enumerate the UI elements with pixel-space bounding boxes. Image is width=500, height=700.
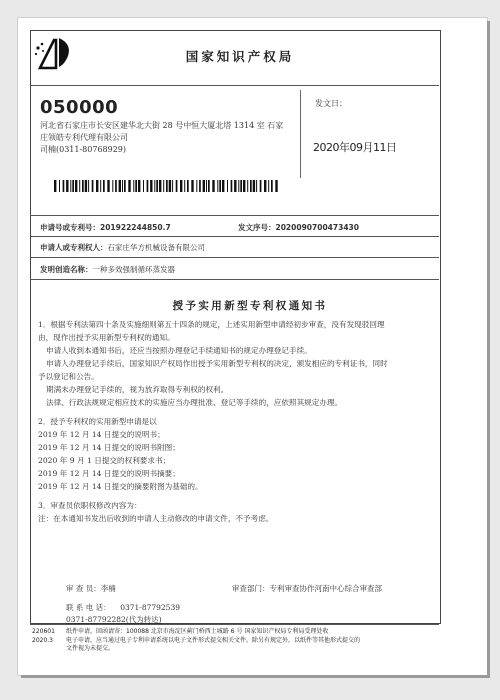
examination-dept: [232, 583, 382, 594]
footnote-divider: [30, 624, 439, 625]
barcode-bar: [275, 180, 277, 192]
serial-number: [238, 222, 359, 233]
barcode-bar: [234, 180, 236, 192]
paragraph: 法律、行政法规规定相应技术的实施应当办理批准、登记等手续的，应依照其规定办理。: [46, 398, 343, 407]
form-version: 2020.3: [32, 636, 53, 644]
serial-number-label: 发文序号：: [238, 223, 276, 232]
barcode-bar: [219, 180, 221, 192]
recipient-contact: 司楠(0311-80768929): [40, 145, 127, 154]
barcode: [54, 180, 280, 192]
dept-value: 专利审查协作河南中心综合审查部: [269, 584, 382, 593]
barcode-bar: [143, 180, 144, 192]
barcode-bar: [72, 180, 74, 192]
paragraph: 申请人办理登记手续后，国家知识产权局作出授予实用新型专利权的决定，颁发相应的专利证书，同时: [46, 359, 388, 368]
barcode-bar: [243, 180, 245, 192]
barcode-bar: [253, 180, 255, 192]
barcode-bar: [59, 180, 60, 192]
barcode-bar: [169, 180, 171, 192]
contact-phone: [66, 602, 180, 613]
application-number-value: 201922244850.7: [100, 223, 171, 232]
section-title: 2．授予专利权的实用新型申请是以: [38, 417, 157, 426]
barcode-bar: [119, 180, 121, 192]
barcode-bar: [250, 180, 252, 192]
notice-body: [38, 318, 436, 525]
barcode-bar: [79, 180, 80, 192]
barcode-bar: [150, 180, 152, 192]
application-number: [40, 222, 171, 233]
paragraph: 由，现作出授予实用新型专利权的通知。: [38, 333, 175, 342]
paragraph: 申请人收到本通知书后，还应当按照办理登记手续通知书的规定办理登记手续。: [46, 346, 312, 355]
serial-number-value: 2020090700473430: [275, 223, 359, 232]
barcode-bar: [103, 180, 105, 192]
header-divider: [30, 85, 439, 86]
applicant: [40, 242, 205, 253]
dispatch-date-box: [300, 90, 440, 178]
barcode-bar: [122, 180, 123, 192]
meta-divider: [30, 279, 439, 280]
barcode-bar: [124, 180, 126, 192]
barcode-bar: [203, 180, 205, 192]
document-item: 2020 年 9 月 1 日提交的权利要求书；: [38, 456, 171, 465]
barcode-bar: [191, 180, 193, 192]
barcode-bar: [63, 180, 65, 192]
barcode-bar: [54, 180, 56, 192]
barcode-bar: [217, 180, 218, 192]
barcode-bar: [75, 180, 77, 192]
barcode-bar: [212, 180, 214, 192]
barcode-bar: [268, 180, 269, 192]
fax-line: 0371-87792282(代为转达): [66, 615, 162, 624]
paragraph: 期满未办理登记手续的，视为放弃取得专利权的权利。: [46, 385, 229, 394]
dept-label: 审查部门：: [232, 584, 270, 593]
barcode-bar: [82, 180, 84, 192]
notice-title: 授予实用新型专利权通知书: [172, 300, 328, 312]
invention-value: 一种多效强制循环蒸发器: [92, 265, 175, 274]
note: 注：在本通知书发出后收到的申请人主动修改的申请文件，不予考虑。: [38, 514, 274, 523]
barcode-bar: [70, 180, 71, 192]
document-item: 2019 年 12 月 14 日提交的摘要附图为基础的。: [38, 482, 203, 491]
barcode-bar: [172, 180, 173, 192]
barcode-bar: [112, 180, 113, 192]
barcode-bar: [115, 180, 117, 192]
document-item: 2019 年 12 月 14 日提交的说明书附图；: [38, 443, 180, 452]
barcode-bar: [264, 180, 266, 192]
meta-divider: [30, 257, 439, 258]
cnipa-logo-icon: [32, 34, 76, 70]
barcode-bar: [187, 180, 189, 192]
section-title: 3．审查员依职权修改内容为：: [38, 501, 142, 510]
barcode-bar: [208, 180, 210, 192]
meta-divider: [30, 215, 439, 216]
barcode-bar: [138, 180, 140, 192]
address-line: 庄领皓专利代理有限公司: [40, 133, 128, 142]
barcode-bar: [180, 180, 182, 192]
footnote-line: 电子申请，应当通过电子专利申请系统以电子文件形式提交相关文件。除另有规定外，以纸件等其他形式提交的: [66, 636, 361, 644]
barcode-bar: [92, 180, 94, 192]
barcode-bar: [154, 180, 155, 192]
barcode-bar: [196, 180, 197, 192]
barcode-bar: [100, 180, 101, 192]
barcode-bar: [227, 180, 228, 192]
form-code: 220601: [32, 628, 55, 635]
invention-name: [40, 264, 175, 275]
phone-value: 0371-87792539: [120, 603, 180, 612]
document-item: 2019 年 12 月 14 日提交的说明书摘要；: [38, 469, 180, 478]
barcode-bar: [135, 180, 137, 192]
barcode-bar: [206, 180, 207, 192]
barcode-bar: [133, 180, 134, 192]
barcode-bar: [222, 180, 224, 192]
barcode-bar: [156, 180, 158, 192]
invention-label: 发明创造名称：: [40, 265, 93, 274]
barcode-bar: [256, 180, 257, 192]
barcode-bar: [166, 180, 168, 192]
footnote-line: 纸件申请，回函请寄：100088 北京市海淀区蓟门桥西土城路 6 号 国家知识产权局专利局受理处收: [66, 628, 329, 635]
paragraph: 予以登记和公告。: [38, 372, 99, 381]
office-name: 国家知识产权局: [185, 49, 295, 64]
barcode-bar: [147, 180, 149, 192]
recipient-address: [40, 120, 284, 156]
dispatch-date: 2020年09月11日: [313, 141, 397, 154]
applicant-label: 申请人或专利权人：: [40, 243, 108, 252]
barcode-bar: [163, 180, 164, 192]
application-number-label: 申请号或专利号：: [40, 223, 100, 232]
barcode-bar: [271, 180, 273, 192]
footnote: [32, 628, 452, 654]
paragraph: 1．根据专利法第四十条及实施细则第五十四条的规定，上述实用新型申请经初步审查，没有发现驳回理: [38, 320, 385, 329]
examiner-label: 审 查 员：: [66, 584, 101, 593]
address-line: 河北省石家庄市长安区建华北大街 28 号中恒大厦北塔 1314 室 石家: [40, 121, 284, 130]
examiner: [66, 583, 116, 594]
barcode-bar: [238, 180, 239, 192]
barcode-bar: [184, 180, 185, 192]
examiner-value: 李楠: [100, 584, 116, 593]
barcode-bar: [96, 180, 98, 192]
barcode-bar: [231, 180, 233, 192]
applicant-value: 石家庄华方机械设备有限公司: [107, 243, 205, 252]
barcode-bar: [107, 180, 109, 192]
barcode-bar: [199, 180, 201, 192]
barcode-bar: [260, 180, 262, 192]
barcode-bar: [128, 180, 130, 192]
barcode-bar: [159, 180, 161, 192]
document-item: 2019 年 12 月 14 日提交的说明书；: [38, 430, 165, 439]
zip-code: 050000: [40, 97, 119, 118]
phone-label: 联 系 电 话：: [66, 603, 111, 612]
barcode-bar: [176, 180, 178, 192]
barcode-bar: [240, 180, 242, 192]
barcode-bar: [88, 180, 89, 192]
footnote-line: 文件视为未提交。: [66, 645, 115, 653]
barcode-bar: [66, 180, 68, 192]
barcode-bar: [85, 180, 87, 192]
meta-divider: [30, 236, 439, 237]
dispatch-date-label: 发文日：: [315, 99, 347, 108]
barcode-bar: [247, 180, 248, 192]
